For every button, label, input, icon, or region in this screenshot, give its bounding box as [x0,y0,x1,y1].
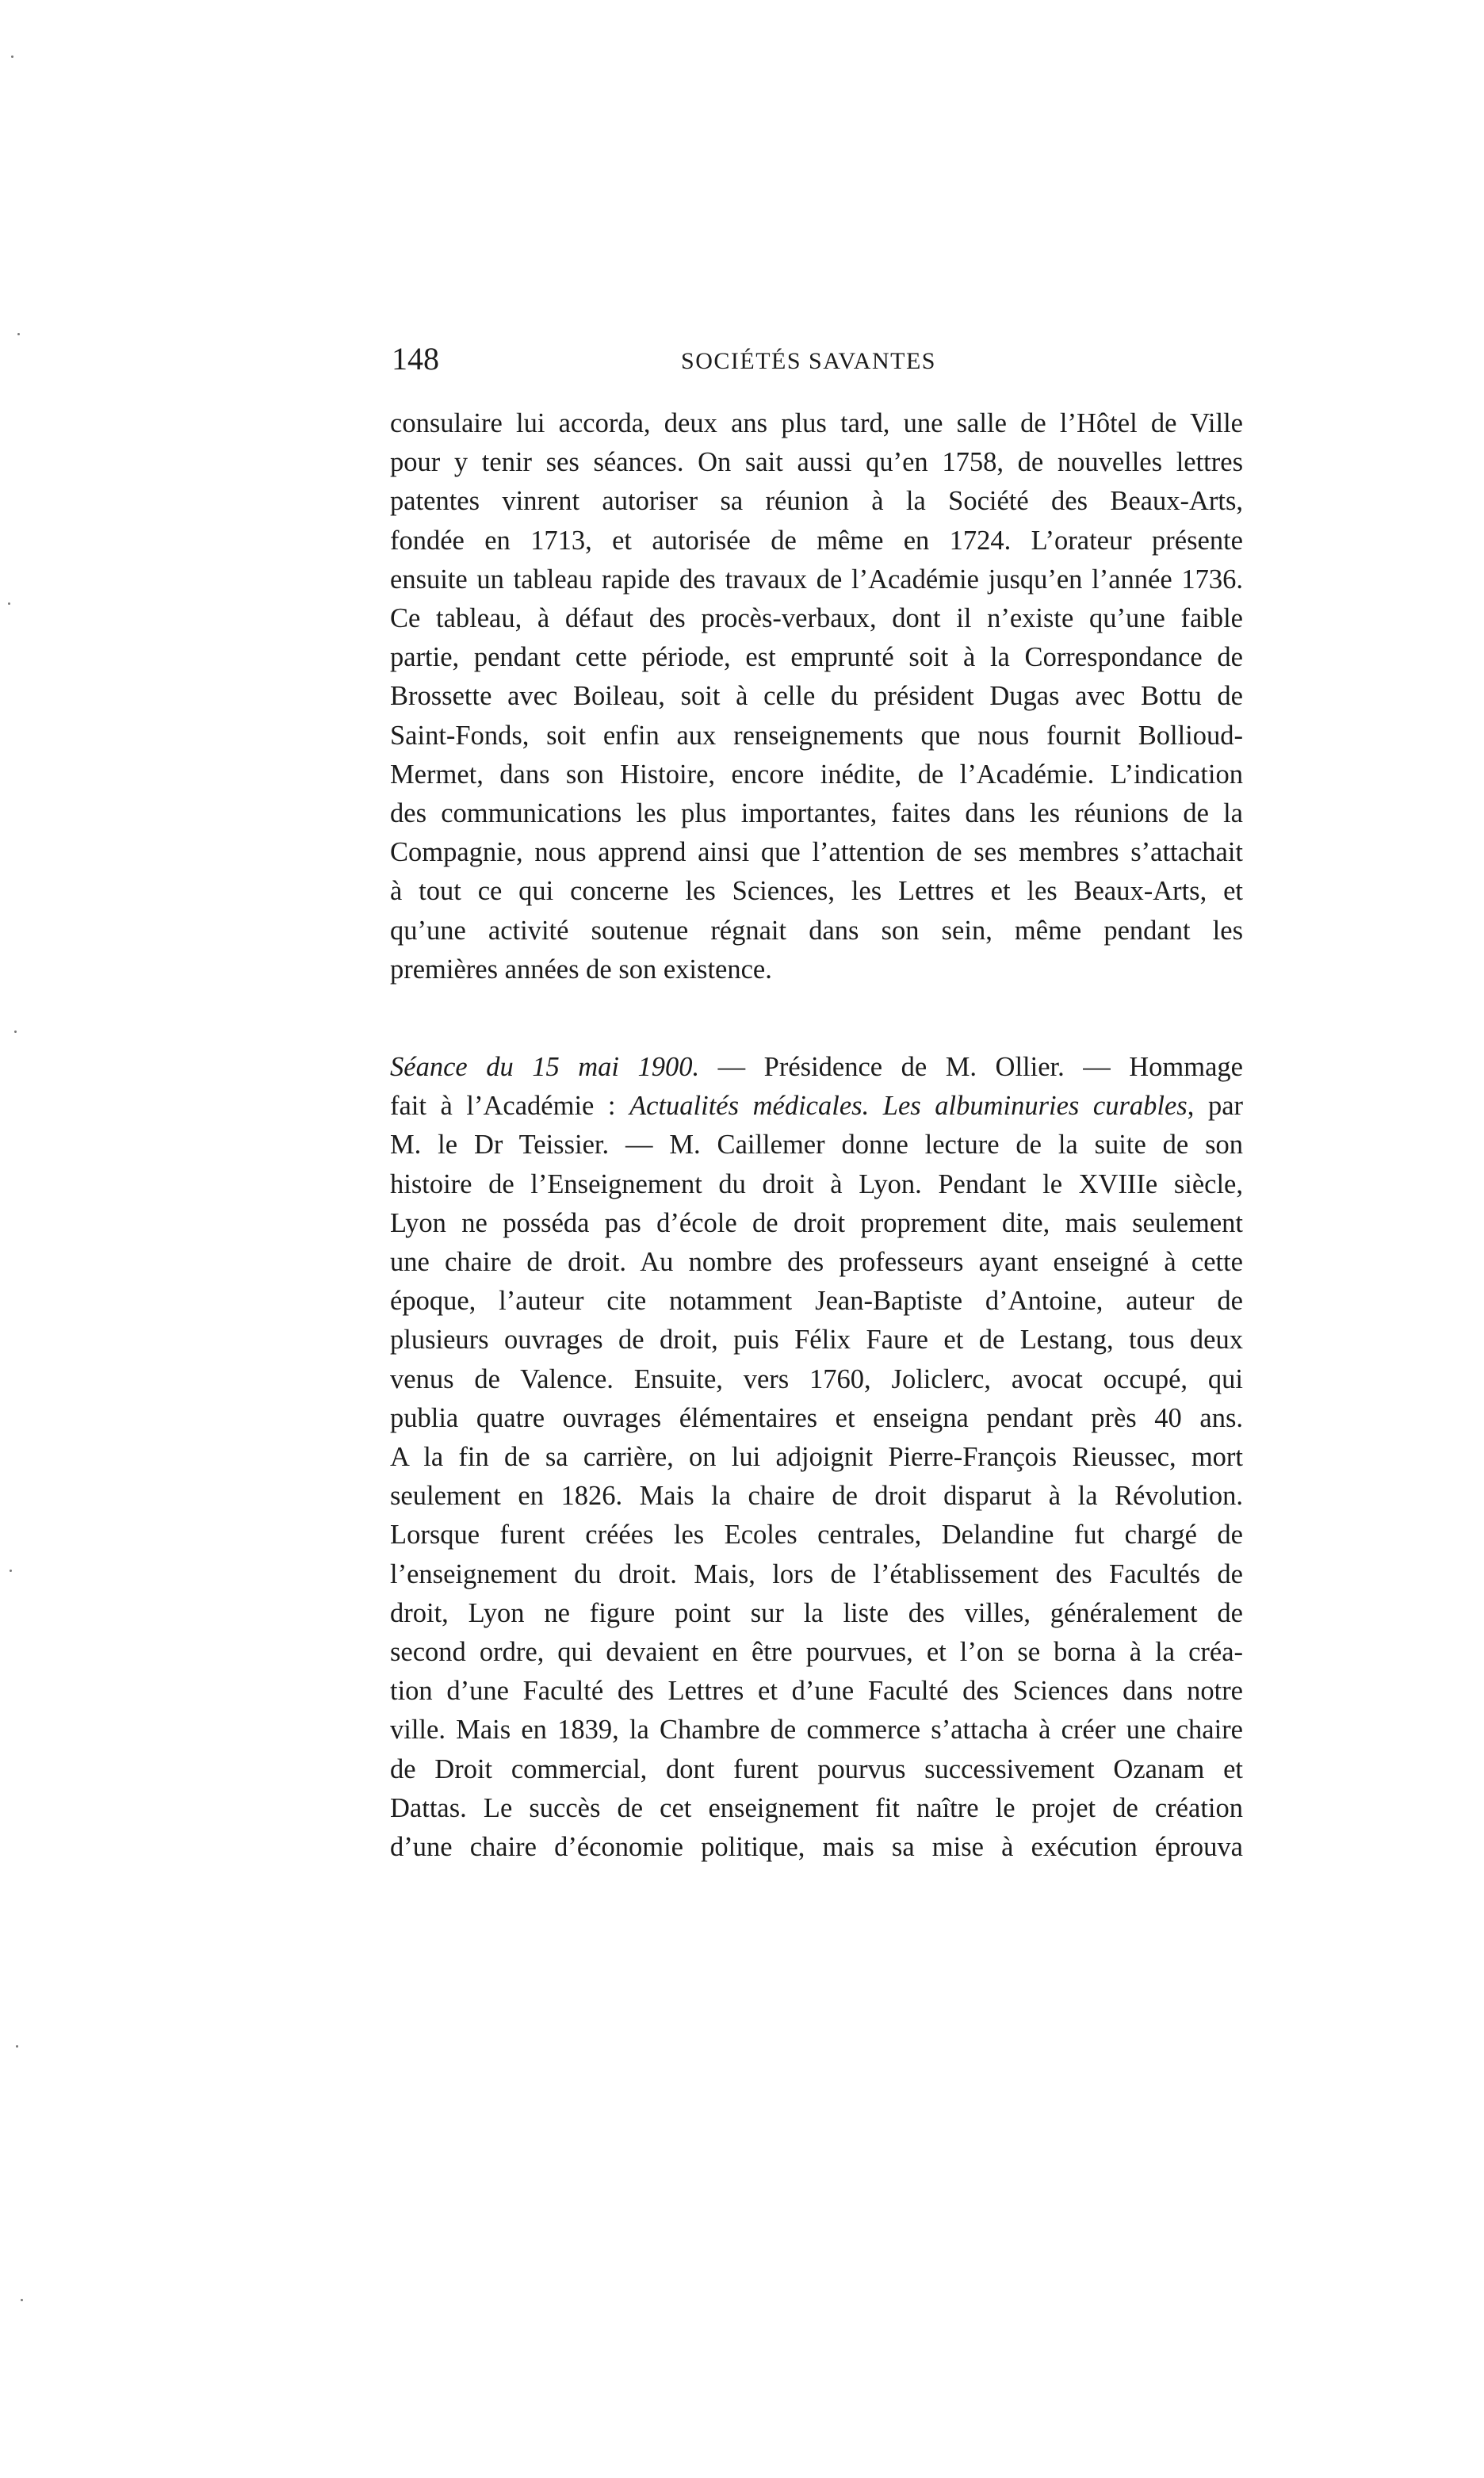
text-line: Lyon ne posséda pas d’école de droit proprement dite, mais seulement [390,1207,1243,1238]
text-line: venus de Valence. Ensuite, vers 1760, Joliclerc, avocat occupé, qui [390,1363,1243,1394]
paragraph-1 [390,404,1243,989]
text-line: histoire de l’Enseignement du droit à Lyon. Pendant le XVIIIe siècle, [390,1168,1243,1199]
text-line: à tout ce qui concerne les Sciences, les Lettres et les Beaux-Arts, et [390,876,1243,907]
scan-speck [21,2299,23,2301]
text-line: ville. Mais en 1839, la Chambre de commerce s’attacha à créer une chaire [390,1715,1243,1746]
work-title: Actualités médicales. Les albuminuries curables [629,1091,1188,1122]
text-line: M. le Dr Teissier. — M. Caillemer donne lecture de la suite de son [390,1130,1243,1161]
text-run: — Présidence de M. Ollier. — Hommage [699,1052,1243,1082]
text-line: plusieurs ouvrages de droit, puis Félix Faure et de Lestang, tous deux [390,1325,1243,1356]
text-line: pour y tenir ses séances. On sait aussi qu’en 1758, de nouvelles lettres [390,447,1243,478]
text-line: Ce tableau, à défaut des procès-verbaux, dont il n’existe qu’une faible [390,603,1243,634]
text-line: fondée en 1713, et autorisée de même en 1724. L’orateur présente [390,525,1243,556]
text-line: premières années de son existence. [390,954,772,985]
scan-speck [8,602,10,605]
text-run: fait à l’Académie : [390,1091,630,1122]
text-line: publia quatre ouvrages élémentaires et enseigna pendant près 40 ans. [390,1402,1243,1433]
scan-speck [11,55,13,58]
text-line: d’une chaire d’économie politique, mais sa mise à exécution éprouva [390,1832,1243,1863]
text-line: consulaire lui accorda, deux ans plus tard, une salle de l’Hôtel de Ville [390,408,1243,438]
running-title: SOCIÉTÉS SAVANTES [681,348,936,374]
page-number: 148 [392,341,439,377]
text-line: tion d’une Faculté des Lettres et d’une Faculté des Sciences dans notre [390,1676,1243,1707]
text-line: droit, Lyon ne figure point sur la liste des villes, généralement de [390,1597,1243,1628]
text-line: époque, l’auteur cite notamment Jean-Baptiste d’Antoine, auteur de [390,1286,1243,1317]
text-run: , par [1187,1091,1243,1122]
text-line: l’enseignement du droit. Mais, lors de l’établissement des Facultés de [390,1558,1243,1589]
text-line: A la fin de sa carrière, on lui adjoignit Pierre-François Rieussec, mort [390,1442,1243,1473]
scan-speck [17,333,20,335]
text-line: de Droit commercial, dont furent pourvus successivement Ozanam et [390,1753,1243,1784]
text-line [390,1048,1243,1087]
text-line [390,1087,1243,1126]
text-line: Dattas. Le succès de cet enseignement fit naître le projet de création [390,1792,1243,1823]
scan-speck [16,2045,18,2048]
text-line: ensuite un tableau rapide des travaux de l’Académie jusqu’en l’année 1736. [390,564,1243,595]
text-line: partie, pendant cette période, est emprunté soit à la Correspondance de [390,642,1243,673]
seance-label: Séance du 15 mai 1900. [390,1052,700,1082]
text-line: Lorsque furent créées les Ecoles centrales, Delandine fut chargé de [390,1520,1243,1551]
text-line: seulement en 1826. Mais la chaire de droit disparut à la Révolution. [390,1481,1243,1512]
text-line: Saint-Fonds, soit enfin aux renseignements que nous fournit Bollioud- [390,720,1243,751]
text-line: patentes vinrent autoriser sa réunion à la Société des Beaux-Arts, [390,486,1243,517]
scan-speck [14,1031,17,1033]
text-line: Compagnie, nous apprend ainsi que l’attention de ses membres s’attachait [390,837,1243,868]
text-line: qu’une activité soutenue régnait dans son sein, même pendant les [390,915,1243,946]
scan-speck [10,1570,12,1572]
paragraph-2 [390,1048,1243,1867]
text-line: une chaire de droit. Au nombre des professeurs ayant enseigné à cette [390,1247,1243,1278]
text-line: second ordre, qui devaient en être pourvues, et l’on se borna à la créa- [390,1637,1243,1668]
text-line: Mermet, dans son Histoire, encore inédite, de l’Académie. L’indication [390,759,1243,790]
text-line: des communications les plus importantes, faites dans les réunions de la [390,798,1243,829]
text-line: Brossette avec Boileau, soit à celle du président Dugas avec Bottu de [390,681,1243,712]
